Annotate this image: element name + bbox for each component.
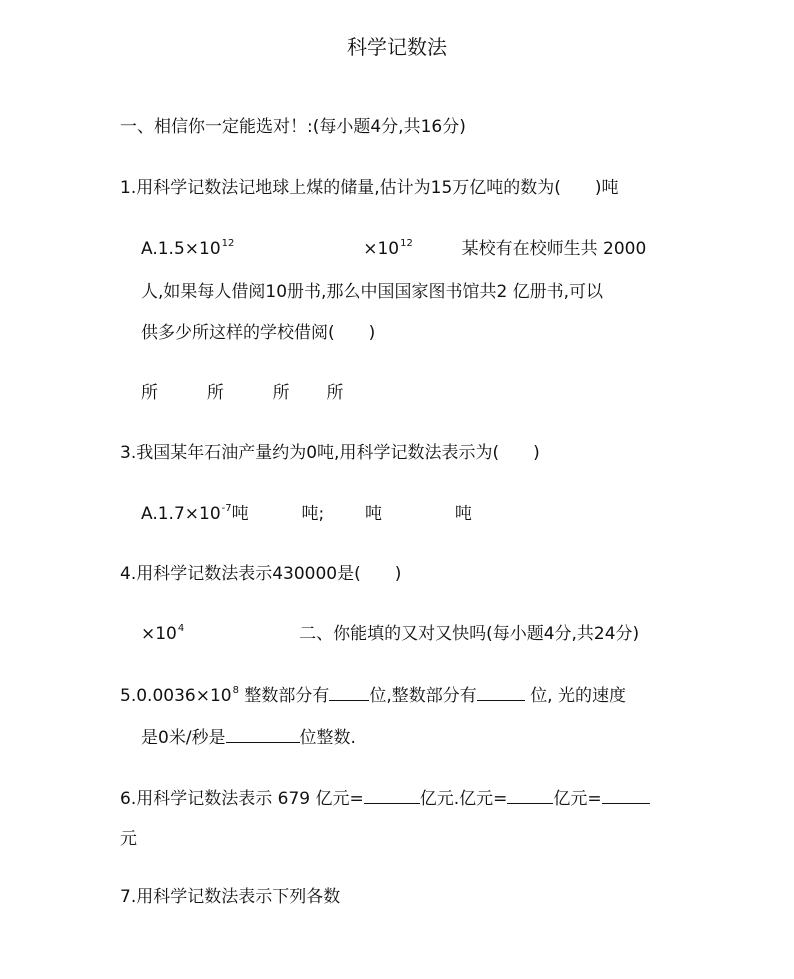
q5-part-3: 位, 光的速度	[530, 686, 626, 706]
answer-blank-3[interactable]	[226, 726, 300, 743]
page-title: 科学记数法	[347, 35, 447, 59]
answer-blank-2[interactable]	[477, 684, 525, 701]
q5-line-2-a: 是0米/秒是	[141, 728, 226, 748]
question-6-line-1	[120, 787, 650, 810]
q5-prefix: 5.0.0036×10	[120, 686, 232, 706]
question-6-line-2: 元	[120, 829, 137, 849]
q5-exponent: 8	[232, 685, 239, 696]
option-c: 所	[272, 383, 290, 403]
answer-blank-5[interactable]	[507, 787, 553, 804]
option-a-text: A.1.5×10	[141, 239, 221, 259]
question-2-options	[141, 382, 343, 404]
question-2-line-3: 供多少所这样的学校借阅( )	[141, 323, 376, 343]
question-3-options	[141, 503, 472, 528]
question-1-options	[141, 238, 646, 263]
question-4: 4.用科学记数法表示430000是( )	[120, 564, 402, 584]
section-2-header: 二、你能填的又对又快吗(每小题4分,共24分)	[299, 624, 640, 644]
q6-part-2: 亿元.亿元=	[419, 789, 508, 809]
q6-part-1: 6.用科学记数法表示 679 亿元=	[120, 789, 364, 809]
question-7: 7.用科学记数法表示下列各数	[120, 887, 341, 907]
answer-blank-6[interactable]	[602, 787, 650, 804]
answer-blank-1[interactable]	[329, 684, 369, 701]
option-exponent: 4	[177, 623, 185, 634]
q5-line-2-b: 位整数.	[299, 728, 356, 748]
option-a-text: A.1.7×10	[141, 504, 221, 524]
option-d: 所	[326, 383, 344, 403]
question-2-start: 某校有在校师生共 2000	[461, 239, 647, 259]
option-b-text: ×10	[363, 239, 400, 259]
option-text: ×10	[141, 624, 177, 644]
option-a-exponent: -7	[221, 503, 232, 514]
option-a-exponent: 12	[221, 238, 235, 249]
q6-part-3: 亿元=	[553, 789, 602, 809]
section-1-header: 一、相信你一定能选对！:(每小题4分,共16分)	[120, 117, 466, 137]
question-3: 3.我国某年石油产量约为0吨,用科学记数法表示为( )	[120, 443, 540, 463]
q5-part-1: 整数部分有	[244, 686, 330, 706]
option-d: 吨	[454, 504, 472, 524]
question-5-line-1	[120, 684, 626, 710]
answer-blank-4[interactable]	[364, 787, 420, 804]
option-c: 吨	[365, 504, 382, 524]
question-5-line-2	[141, 726, 356, 749]
option-a: 所	[141, 383, 158, 403]
option-b-exponent: 12	[400, 238, 413, 249]
option-b: 所	[206, 383, 224, 403]
option-b: 吨;	[301, 504, 325, 524]
q5-part-2: 位,整数部分有	[369, 686, 477, 706]
question-2-line-2: 人,如果每人借阅10册书,那么中国国家图书馆共2 亿册书,可以	[141, 282, 604, 302]
question-1: 1.用科学记数法记地球上煤的储量,估计为15万亿吨的数为( )吨	[120, 178, 619, 198]
option-a-unit: 吨	[231, 504, 249, 524]
question-4-options	[141, 623, 639, 648]
